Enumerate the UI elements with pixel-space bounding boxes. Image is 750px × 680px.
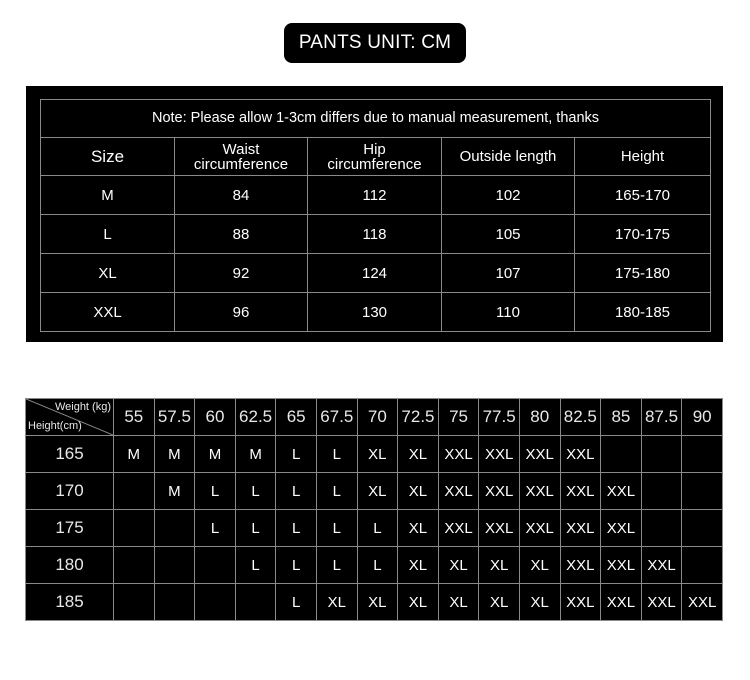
size-recommendation-cell: L	[316, 547, 357, 584]
weight-header-cell: 90	[682, 399, 723, 436]
hip-cell: 118	[308, 215, 442, 254]
size-cell: M	[41, 176, 175, 215]
height-cell: 175-180	[575, 254, 711, 293]
weight-header-cell: 80	[519, 399, 560, 436]
header-waist	[175, 138, 308, 176]
size-cell: XL	[41, 254, 175, 293]
size-recommendation-cell: L	[276, 547, 317, 584]
size-chart-table	[40, 99, 711, 332]
size-recommendation-cell: L	[235, 510, 276, 547]
height-axis-label: Height(cm)	[28, 420, 82, 432]
size-recommendation-cell	[195, 584, 236, 621]
size-recommendation-cell: XXL	[560, 510, 601, 547]
size-recommendation-cell: XXL	[601, 473, 642, 510]
measurement-note: Note: Please allow 1-3cm differs due to manual measurement, thanks	[41, 100, 711, 138]
weight-table-row	[26, 510, 723, 547]
weight-header-cell: 70	[357, 399, 398, 436]
weight-header-cell: 75	[438, 399, 479, 436]
size-recommendation-cell	[641, 473, 682, 510]
size-recommendation-cell	[154, 584, 195, 621]
weight-table-row	[26, 547, 723, 584]
size-recommendation-cell: XL	[398, 547, 439, 584]
size-recommendation-cell	[114, 547, 155, 584]
header-outside-length: Outside length	[442, 138, 575, 176]
size-recommendation-cell: XXL	[519, 473, 560, 510]
weight-table-row	[26, 473, 723, 510]
hip-cell: 112	[308, 176, 442, 215]
size-chart-panel	[26, 86, 723, 342]
size-recommendation-cell: L	[316, 510, 357, 547]
size-recommendation-cell: XXL	[438, 510, 479, 547]
weight-height-table	[25, 398, 723, 621]
size-recommendation-cell: XL	[398, 436, 439, 473]
size-recommendation-cell: XXL	[560, 547, 601, 584]
size-recommendation-cell: XL	[357, 584, 398, 621]
size-recommendation-cell: XL	[479, 584, 520, 621]
size-cell: L	[41, 215, 175, 254]
height-cell: 180	[26, 547, 114, 584]
waist-cell: 88	[175, 215, 308, 254]
weight-table-row	[26, 436, 723, 473]
hip-cell: 124	[308, 254, 442, 293]
size-recommendation-cell	[114, 584, 155, 621]
header-hip-line1: Hip	[363, 140, 386, 158]
size-recommendation-cell	[114, 510, 155, 547]
size-recommendation-cell: L	[357, 510, 398, 547]
size-recommendation-cell: M	[154, 436, 195, 473]
size-recommendation-cell: XL	[438, 584, 479, 621]
size-recommendation-cell: XL	[398, 510, 439, 547]
height-cell: 185	[26, 584, 114, 621]
size-row	[41, 293, 711, 332]
header-size: Size	[41, 138, 175, 176]
size-recommendation-cell: XL	[316, 584, 357, 621]
waist-cell: 92	[175, 254, 308, 293]
header-waist-line2: circumference	[193, 155, 289, 173]
size-recommendation-cell: XL	[519, 584, 560, 621]
size-recommendation-cell: M	[195, 436, 236, 473]
size-recommendation-cell: M	[154, 473, 195, 510]
size-recommendation-cell: XXL	[682, 584, 723, 621]
size-recommendation-cell	[641, 510, 682, 547]
weight-header-cell: 55	[114, 399, 155, 436]
weight-header-cell: 87.5	[641, 399, 682, 436]
size-recommendation-cell: L	[276, 436, 317, 473]
size-recommendation-cell: XXL	[641, 584, 682, 621]
size-recommendation-cell	[682, 436, 723, 473]
size-row	[41, 254, 711, 293]
weight-header-cell: 62.5	[235, 399, 276, 436]
size-recommendation-cell: L	[235, 473, 276, 510]
size-recommendation-cell	[682, 473, 723, 510]
size-recommendation-cell: XL	[398, 473, 439, 510]
size-recommendation-cell: XXL	[560, 473, 601, 510]
weight-header-cell: 57.5	[154, 399, 195, 436]
weight-header-cell: 67.5	[316, 399, 357, 436]
outside-length-cell: 102	[442, 176, 575, 215]
size-recommendation-cell	[195, 547, 236, 584]
waist-cell: 84	[175, 176, 308, 215]
size-recommendation-cell: L	[276, 473, 317, 510]
size-recommendation-cell	[682, 547, 723, 584]
outside-length-cell: 107	[442, 254, 575, 293]
size-recommendation-cell: XL	[438, 547, 479, 584]
header-waist-line1: Waist	[222, 140, 260, 158]
weight-table-row	[26, 584, 723, 621]
size-recommendation-cell: XXL	[438, 473, 479, 510]
outside-length-cell: 105	[442, 215, 575, 254]
size-recommendation-cell: XXL	[601, 547, 642, 584]
size-recommendation-cell: L	[316, 473, 357, 510]
size-recommendation-cell: XXL	[601, 584, 642, 621]
size-recommendation-cell: L	[276, 584, 317, 621]
size-recommendation-cell	[154, 547, 195, 584]
size-recommendation-cell: XXL	[479, 510, 520, 547]
weight-header-cell: 65	[276, 399, 317, 436]
header-hip	[308, 138, 442, 176]
size-recommendation-cell: XL	[357, 473, 398, 510]
size-recommendation-cell	[114, 473, 155, 510]
weight-axis-label: Weight (kg)	[54, 401, 111, 413]
size-recommendation-cell: XXL	[519, 436, 560, 473]
page-title: PANTS UNIT: CM	[284, 23, 466, 63]
weight-header-cell: 85	[601, 399, 642, 436]
size-recommendation-cell: XXL	[560, 584, 601, 621]
weight-header-row	[26, 399, 723, 436]
size-recommendation-cell: XXL	[438, 436, 479, 473]
size-recommendation-cell	[235, 584, 276, 621]
height-cell: 180-185	[575, 293, 711, 332]
outside-length-cell: 110	[442, 293, 575, 332]
size-recommendation-cell: XL	[519, 547, 560, 584]
height-cell: 175	[26, 510, 114, 547]
hip-cell: 130	[308, 293, 442, 332]
waist-cell: 96	[175, 293, 308, 332]
header-height: Height	[575, 138, 711, 176]
corner-cell	[26, 399, 114, 436]
weight-header-cell: 82.5	[560, 399, 601, 436]
size-recommendation-cell	[154, 510, 195, 547]
size-recommendation-cell: L	[195, 473, 236, 510]
size-cell: XXL	[41, 293, 175, 332]
size-recommendation-cell: XL	[357, 436, 398, 473]
size-recommendation-cell: L	[195, 510, 236, 547]
size-recommendation-cell	[641, 436, 682, 473]
size-recommendation-cell: XXL	[519, 510, 560, 547]
size-recommendation-cell: XXL	[479, 436, 520, 473]
size-recommendation-cell: XXL	[560, 436, 601, 473]
size-recommendation-cell: XXL	[601, 510, 642, 547]
weight-header-cell: 77.5	[479, 399, 520, 436]
size-row	[41, 176, 711, 215]
size-recommendation-cell	[682, 510, 723, 547]
size-row	[41, 215, 711, 254]
height-cell: 165-170	[575, 176, 711, 215]
size-recommendation-cell: L	[276, 510, 317, 547]
size-recommendation-cell: M	[114, 436, 155, 473]
size-recommendation-cell: XXL	[479, 473, 520, 510]
size-recommendation-cell: M	[235, 436, 276, 473]
size-recommendation-cell	[601, 436, 642, 473]
size-recommendation-cell: L	[316, 436, 357, 473]
height-cell: 170	[26, 473, 114, 510]
height-cell: 165	[26, 436, 114, 473]
header-hip-line2: circumference	[327, 155, 422, 173]
weight-header-cell: 60	[195, 399, 236, 436]
weight-header-cell: 72.5	[398, 399, 439, 436]
size-recommendation-cell: L	[357, 547, 398, 584]
size-recommendation-cell: XL	[398, 584, 439, 621]
height-cell: 170-175	[575, 215, 711, 254]
size-recommendation-cell: L	[235, 547, 276, 584]
size-recommendation-cell: XXL	[641, 547, 682, 584]
size-recommendation-cell: XL	[479, 547, 520, 584]
